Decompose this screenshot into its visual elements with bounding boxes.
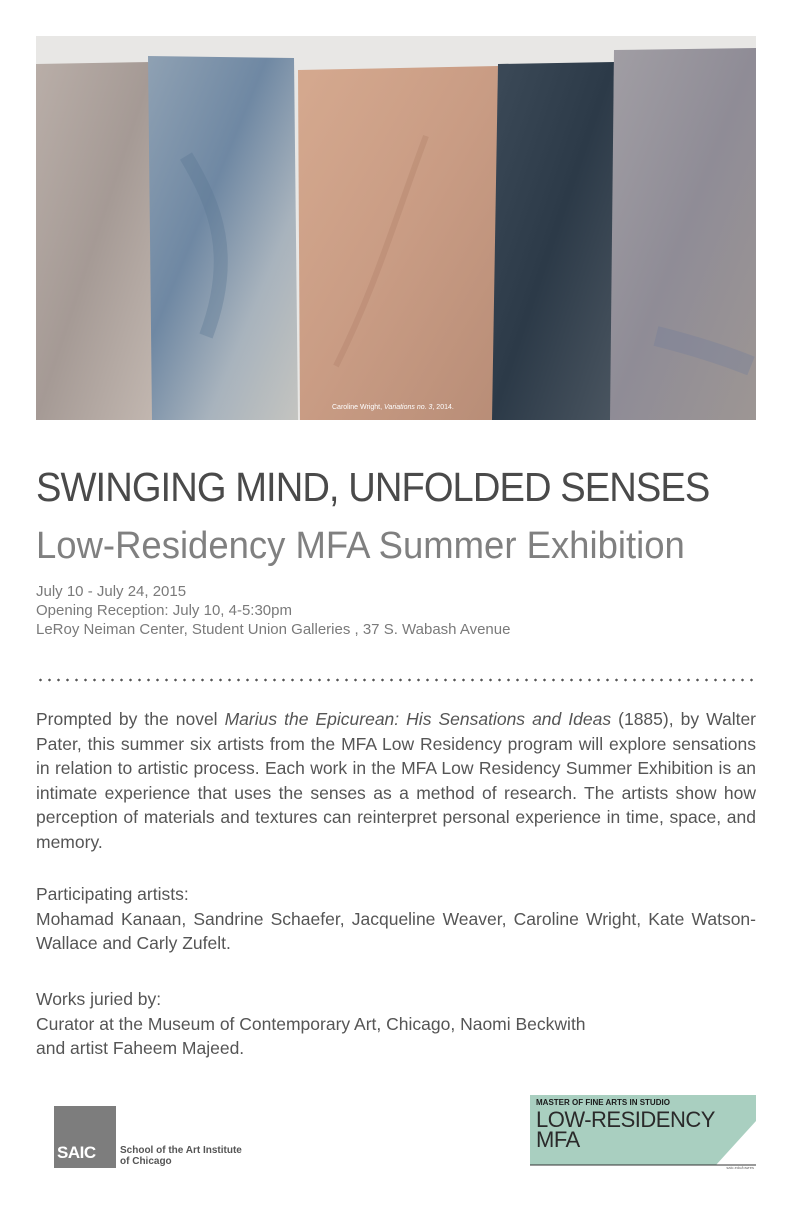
exhibition-description: Prompted by the novel Marius the Epicurean: His Sensations and Ideas (1885), by Walter Pater, this summer six artists from the MFA Low Residency program will explore sensations in relation to artistic process. Each work in the MFA Low Residency Summer Exhibition is an intimate experience that uses the senses as a method of research. The artists show how perception of materials and textures can reinterpret personal experience in time, space, and memory. — [36, 709, 757, 852]
book-title: Marius the Epicurean: His Sensations and Ideas — [224, 709, 612, 729]
jurors-section — [36, 987, 756, 1061]
event-reception: Opening Reception: July 10, 4-5:30pm — [36, 602, 292, 619]
event-dates: July 10 - July 24, 2015 — [36, 583, 187, 600]
saic-logo: SAIC — [54, 1106, 116, 1168]
fabric-panels-illustration — [36, 36, 756, 420]
low-residency-mfa-logo: MASTER OF FINE ARTS IN STUDIO LOW-RESIDENCY MFA saic.edu/lowres — [530, 1095, 756, 1173]
saic-name: School of the Art Institute of Chicago — [120, 1145, 242, 1167]
jurors-line1: Curator at the Museum of Contemporary Art, Chicago, Naomi Beckwith — [36, 1013, 586, 1034]
dotted-divider — [36, 678, 756, 682]
event-details — [36, 582, 510, 639]
artists-heading: Participating artists: — [36, 884, 189, 904]
page-title: SWINGING MIND, UNFOLDED SENSES — [36, 464, 710, 510]
jurors-line2: and artist Faheem Majeed. — [36, 1038, 245, 1058]
artists-list: Mohamad Kanaan, Sandrine Schaefer, Jacqueline Weaver, Caroline Wright, Kate Watson-Wallace and Carly Zufelt. — [36, 908, 756, 953]
page-subtitle: Low-Residency MFA Summer Exhibition — [36, 525, 685, 567]
jurors-heading: Works juried by: — [36, 989, 162, 1009]
event-location: LeRoy Neiman Center, Student Union Galleries , 37 S. Wabash Avenue — [36, 621, 511, 638]
hero-artwork-image — [36, 36, 756, 420]
artists-section — [36, 882, 756, 956]
artwork-caption: Caroline Wright, Variations no. 3, 2014. — [332, 404, 454, 411]
